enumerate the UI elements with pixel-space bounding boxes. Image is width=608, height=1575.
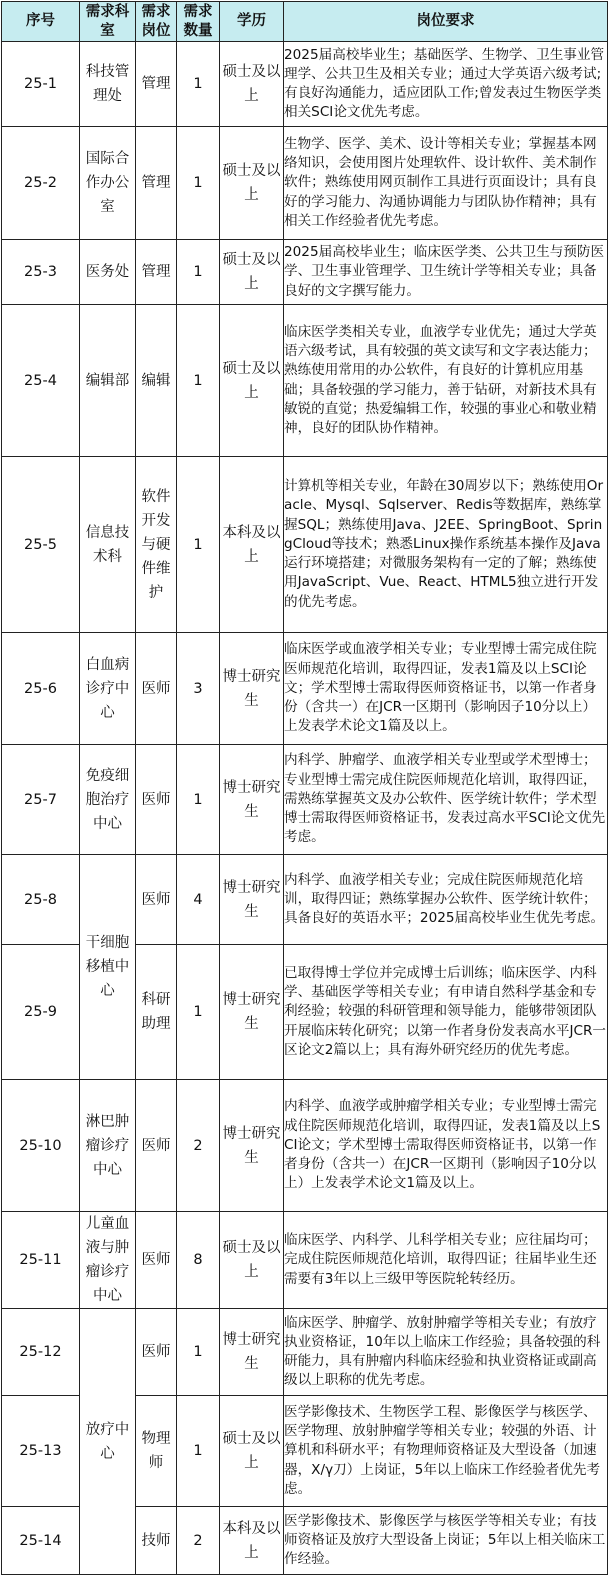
requirement-cell: 2025届高校毕业生；基础医学、生物学、卫生事业管理学、公共卫生及相关专业；通过大学英语六级考试;有良好沟通能力，适应团队工作;曾发表过生物医学类相关SCI论文优先考虑。 — [284, 42, 608, 127]
seq-cell: 25-2 — [2, 127, 80, 240]
edu-cell: 博士研究生 — [220, 745, 284, 855]
count-cell: 2 — [177, 1080, 220, 1212]
count-cell: 1 — [177, 945, 220, 1080]
post-cell: 医师 — [136, 633, 177, 745]
count-cell: 1 — [177, 305, 220, 457]
post-cell: 科研助理 — [136, 945, 177, 1080]
dept-cell: 淋巴肿瘤诊疗中心 — [80, 1080, 136, 1212]
edu-cell: 本科及以上 — [220, 457, 284, 633]
recruitment-table — [1, 1, 608, 1575]
count-cell: 3 — [177, 633, 220, 745]
requirement-cell: 生物学、医学、美术、设计等相关专业；掌握基本网络知识，会使用图片处理软件、设计软件、美术制作软件；熟练使用网页制作工具进行页面设计；具有良好的学习能力、沟通协调能力与团队协作精神；具有相关工作经验者优先考虑。 — [284, 127, 608, 240]
count-cell: 8 — [177, 1212, 220, 1309]
edu-cell: 硕士及以上 — [220, 127, 284, 240]
table-row — [2, 1309, 608, 1396]
requirement-cell: 计算机等相关专业，年龄在30周岁以下；熟练使用Oracle、Mysql、Sqlserver、Redis等数据库，熟练掌握SQL；熟练使用Java、J2EE、SpringBoot、SpringCloud等技术；熟悉Linux操作系统基本操作及Java运行环境搭建；对微服务架构有一定的了解；熟练使用JavaScript、Vue、React、HTML5独立进行开发的优先考虑。 — [284, 457, 608, 633]
header-seq: 序号 — [2, 2, 80, 42]
count-cell: 1 — [177, 42, 220, 127]
post-cell: 管理 — [136, 127, 177, 240]
dept-cell: 白血病诊疗中心 — [80, 633, 136, 745]
seq-cell: 25-5 — [2, 457, 80, 633]
header-req: 岗位要求 — [284, 2, 608, 42]
requirement-cell: 已取得博士学位并完成博士后训练；临床医学、内科学、基础医学等相关专业；有申请自然科学基金和专利经验；较强的科研管理和领导能力，能够带领团队开展临床转化研究；以第一作者身份发表高水平JCR一区论文2篇以上；具有海外研究经历的优先考虑。 — [284, 945, 608, 1080]
edu-cell: 硕士及以上 — [220, 1396, 284, 1507]
post-cell: 技师 — [136, 1507, 177, 1575]
table-row — [2, 633, 608, 745]
table-row — [2, 42, 608, 127]
table-row — [2, 745, 608, 855]
post-cell: 物理师 — [136, 1396, 177, 1507]
dept-cell: 编辑部 — [80, 305, 136, 457]
edu-cell: 博士研究生 — [220, 1309, 284, 1396]
seq-cell: 25-10 — [2, 1080, 80, 1212]
seq-cell: 25-4 — [2, 305, 80, 457]
dept-cell: 干细胞移植中心 — [80, 855, 136, 1080]
requirement-cell: 临床医学、肿瘤学、放射肿瘤学等相关专业；有放疗执业资格证，10年以上临床工作经验；具备较强的科研能力，具有肿瘤内科临床经验和执业资格证或副高级以上职称的优先考虑。 — [284, 1309, 608, 1396]
post-cell: 管理 — [136, 42, 177, 127]
edu-cell: 本科及以上 — [220, 1507, 284, 1575]
post-cell: 医师 — [136, 1309, 177, 1396]
post-cell: 医师 — [136, 1212, 177, 1309]
header-count: 需求数量 — [177, 2, 220, 42]
seq-cell: 25-13 — [2, 1396, 80, 1507]
dept-cell: 信息技术科 — [80, 457, 136, 633]
dept-cell: 放疗中心 — [80, 1309, 136, 1575]
requirement-cell: 内科学、血液学或肿瘤学相关专业；专业型博士需完成住院医师规范化培训，取得四证，发表1篇及以上SCI论文；学术型博士需取得医师资格证书，以第一作者身份（含共一）在JCR一区期刊（影响因子10分以上）上发表学术论文1篇及以上。 — [284, 1080, 608, 1212]
requirement-cell: 临床医学类相关专业，血液学专业优先；通过大学英语六级考试，具有较强的英文读写和文字表达能力；熟练使用常用的办公软件，有良好的计算机应用基础；具备较强的学习能力，善于钻研，对新技术具有敏锐的直觉；热爱编辑工作，较强的事业心和敬业精神，良好的团队协作精神。 — [284, 305, 608, 457]
table-row — [2, 457, 608, 633]
table-row — [2, 1080, 608, 1212]
edu-cell: 博士研究生 — [220, 945, 284, 1080]
dept-cell: 医务处 — [80, 240, 136, 305]
requirement-cell: 医学影像技术、影像医学与核医学等相关专业；有技师资格证及放疗大型设备上岗证；5年以上相关临床工作经验。 — [284, 1507, 608, 1575]
post-cell: 软件开发与硬件维护 — [136, 457, 177, 633]
header-edu: 学历 — [220, 2, 284, 42]
count-cell: 1 — [177, 745, 220, 855]
requirement-cell: 临床医学、内科学、儿科学相关专业；应往届均可；完成住院医师规范化培训，取得四证；往届毕业生还需要有3年以上三级甲等医院轮转经历。 — [284, 1212, 608, 1309]
header-row — [2, 2, 608, 42]
edu-cell: 硕士及以上 — [220, 240, 284, 305]
post-cell: 医师 — [136, 745, 177, 855]
table-row — [2, 1212, 608, 1309]
table-row — [2, 240, 608, 305]
requirement-cell: 医学影像技术、生物医学工程、影像医学与核医学、医学物理、放射肿瘤学等相关专业；较强的外语、计算机和科研水平；有物理师资格证及大型设备（加速器，X/γ刀）上岗证，5年以上临床工作经验者优先考虑。 — [284, 1396, 608, 1507]
edu-cell: 博士研究生 — [220, 855, 284, 945]
requirement-cell: 2025届高校毕业生；临床医学类、公共卫生与预防医学、卫生事业管理学、卫生统计学等相关专业；具备良好的文字撰写能力。 — [284, 240, 608, 305]
edu-cell: 博士研究生 — [220, 633, 284, 745]
requirement-cell: 内科学、血液学相关专业；完成住院医师规范化培训，取得四证；熟练掌握办公软件、医学统计软件；具备良好的英语水平；2025届高校毕业生优先考虑。 — [284, 855, 608, 945]
table-row — [2, 855, 608, 945]
count-cell: 4 — [177, 855, 220, 945]
header-post: 需求岗位 — [136, 2, 177, 42]
requirement-cell: 临床医学或血液学相关专业；专业型博士需完成住院医师规范化培训，取得四证，发表1篇及以上SCI论文；学术型博士需取得医师资格证书，以第一作者身份（含共一）在JCR一区期刊（影响因子10分以上）上发表学术论文1篇及以上。 — [284, 633, 608, 745]
edu-cell: 硕士及以上 — [220, 42, 284, 127]
seq-cell: 25-3 — [2, 240, 80, 305]
seq-cell: 25-7 — [2, 745, 80, 855]
seq-cell: 25-9 — [2, 945, 80, 1080]
header-dept: 需求科室 — [80, 2, 136, 42]
table-row — [2, 305, 608, 457]
table-row — [2, 127, 608, 240]
edu-cell: 硕士及以上 — [220, 1212, 284, 1309]
count-cell: 1 — [177, 1309, 220, 1396]
edu-cell: 博士研究生 — [220, 1080, 284, 1212]
count-cell: 1 — [177, 1396, 220, 1507]
count-cell: 1 — [177, 240, 220, 305]
post-cell: 医师 — [136, 855, 177, 945]
seq-cell: 25-6 — [2, 633, 80, 745]
dept-cell: 儿童血液与肿瘤诊疗中心 — [80, 1212, 136, 1309]
dept-cell: 国际合作办公室 — [80, 127, 136, 240]
edu-cell: 硕士及以上 — [220, 305, 284, 457]
seq-cell: 25-12 — [2, 1309, 80, 1396]
seq-cell: 25-14 — [2, 1507, 80, 1575]
count-cell: 1 — [177, 127, 220, 240]
post-cell: 管理 — [136, 240, 177, 305]
post-cell: 医师 — [136, 1080, 177, 1212]
seq-cell: 25-1 — [2, 42, 80, 127]
count-cell: 2 — [177, 1507, 220, 1575]
seq-cell: 25-11 — [2, 1212, 80, 1309]
dept-cell: 科技管理处 — [80, 42, 136, 127]
requirement-cell: 内科学、肿瘤学、血液学相关专业型或学术型博士；专业型博士需完成住院医师规范化培训，取得四证，需熟练掌握英文及办公软件、医学统计软件；学术型博士需取得医师资格证书，发表过高水平SCI论文优先考虑。 — [284, 745, 608, 855]
count-cell: 1 — [177, 457, 220, 633]
seq-cell: 25-8 — [2, 855, 80, 945]
dept-cell: 免疫细胞治疗中心 — [80, 745, 136, 855]
post-cell: 编辑 — [136, 305, 177, 457]
